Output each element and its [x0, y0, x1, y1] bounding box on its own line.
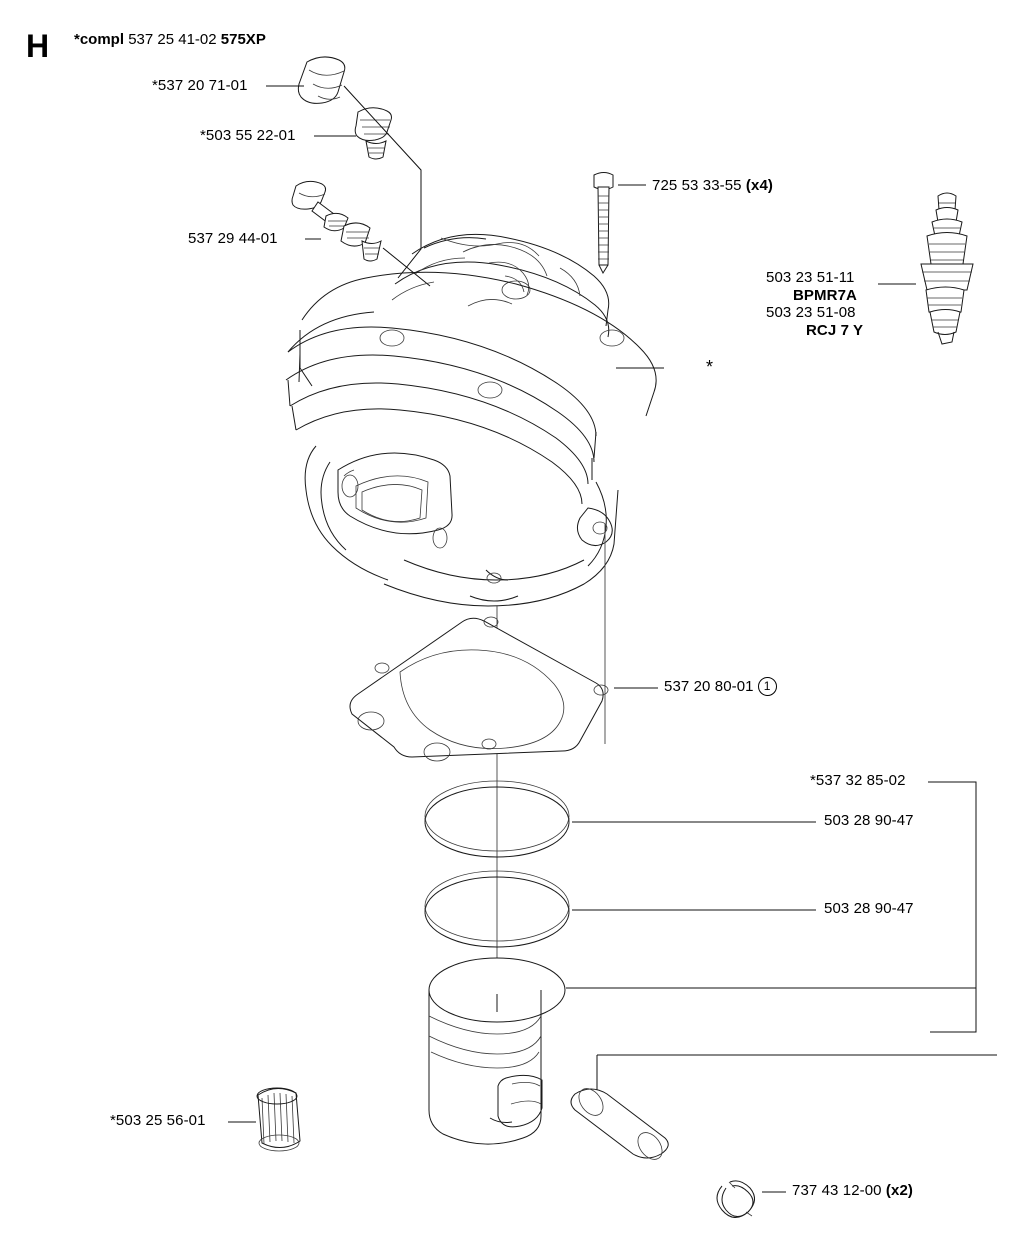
decomp-cap-part	[298, 57, 344, 103]
spark-plug-part	[921, 193, 973, 344]
header-number: 537 25 41-02	[128, 31, 217, 48]
decomp-valve-assembly-part	[292, 181, 381, 261]
cylinder-body-part	[286, 234, 656, 606]
label-circlip-number: 737 43 12-00	[792, 1182, 882, 1199]
label-spark-plug-2-number: 503 23 51-08	[766, 304, 856, 321]
needle-bearing-part	[257, 1088, 300, 1151]
label-decomp-valve: *503 55 22-01	[200, 127, 296, 144]
label-circlip	[792, 1182, 913, 1200]
label-piston-ring-upper: 503 28 90-47	[824, 812, 914, 829]
leader-diag-2	[383, 248, 430, 286]
label-gasket-number: 537 20 80-01	[664, 678, 754, 695]
label-cylinder-screw-number: 725 53 33-55	[652, 177, 742, 194]
label-spark-plug-2-type: RCJ 7 Y	[806, 322, 864, 339]
label-cylinder-asterisk: *	[706, 357, 714, 377]
label-decomp-cap: *537 20 71-01	[152, 77, 248, 94]
label-circlip-qty: (x2)	[885, 1182, 913, 1199]
bracket-piston-assembly	[930, 782, 976, 1032]
label-spark-plug-1-type: BPMR7A	[793, 287, 857, 304]
decomp-valve-part	[355, 108, 391, 159]
cylinder-screw-part	[594, 173, 613, 274]
section-letter: H	[26, 28, 50, 64]
label-gasket	[664, 677, 777, 696]
label-valve-assembly: 537 29 44-01	[188, 230, 278, 247]
label-spark-plug-1-number: 503 23 51-11	[766, 269, 855, 286]
piston-part	[429, 958, 565, 1144]
header-prefix: *compl	[74, 31, 125, 48]
label-needle-bearing: *503 25 56-01	[110, 1112, 206, 1129]
sheet-header	[74, 31, 266, 48]
label-piston-ring-lower: 503 28 90-47	[824, 900, 914, 917]
circlip-part	[717, 1181, 755, 1218]
gasket-part	[350, 617, 608, 761]
piston-pin-part	[571, 1084, 668, 1164]
gasket-ref-circle: 1	[758, 677, 777, 696]
label-cylinder-screw	[652, 177, 773, 195]
label-cylinder-screw-qty: (x4)	[745, 177, 773, 194]
label-piston-assembly: *537 32 85-02	[810, 772, 906, 789]
header-model: 575XP	[220, 31, 266, 48]
